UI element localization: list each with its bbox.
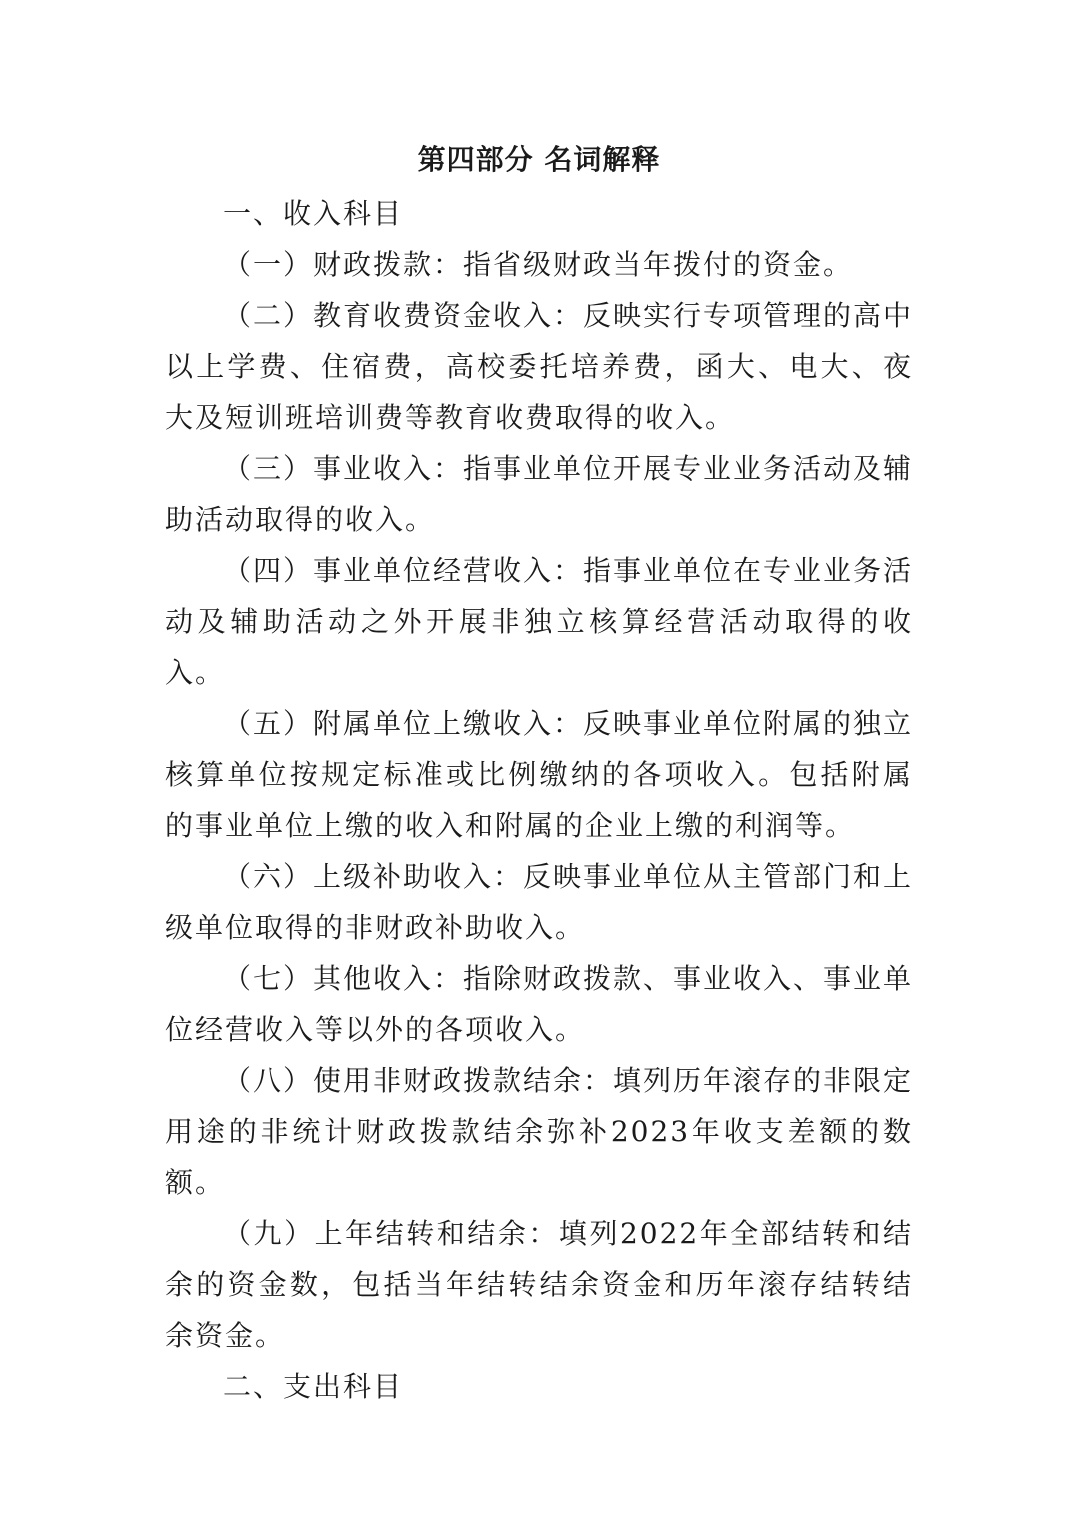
paragraph-item-1: （一）财政拨款：指省级财政当年拨付的资金。 xyxy=(223,248,854,281)
paragraph-item-4: （四）事业单位经营收入：指事业单位在专业业务活动及辅助活动之外开展非独立核算经营活动取得的收入。 xyxy=(165,554,914,689)
paragraph-item-6: （六）上级补助收入：反映事业单位从主管部门和上级单位取得的非财政补助收入。 xyxy=(165,860,914,944)
page-title: 第四部分 名词解释 xyxy=(417,143,661,176)
paragraph-item-9: （九）上年结转和结余：填列2022年全部结转和结余的资金数，包括当年结转结余资金和历年滚存结转结余资金。 xyxy=(165,1217,913,1352)
paragraph-item-2: （二）教育收费资金收入：反映实行专项管理的高中以上学费、住宿费，高校委托培养费，函大、电大、夜大及短训班培训费等教育收费取得的收入。 xyxy=(165,299,914,434)
document-page xyxy=(165,132,913,1412)
paragraph-item-5: （五）附属单位上缴收入：反映事业单位附属的独立核算单位按规定标准或比例缴纳的各项收入。包括附属的事业单位上缴的收入和附属的企业上缴的利润等。 xyxy=(165,707,914,842)
paragraph-item-3: （三）事业收入：指事业单位开展专业业务活动及辅助活动取得的收入。 xyxy=(165,452,914,536)
paragraph-item-8: （八）使用非财政拨款结余：填列历年滚存的非限定用途的非统计财政拨款结余弥补2023年收支差额的数额。 xyxy=(165,1064,914,1199)
section-heading-income: 一、收入科目 xyxy=(223,197,404,230)
section-heading-expenditure: 二、支出科目 xyxy=(223,1370,404,1403)
paragraph-item-7: （七）其他收入：指除财政拨款、事业收入、事业单位经营收入等以外的各项收入。 xyxy=(165,962,914,1046)
